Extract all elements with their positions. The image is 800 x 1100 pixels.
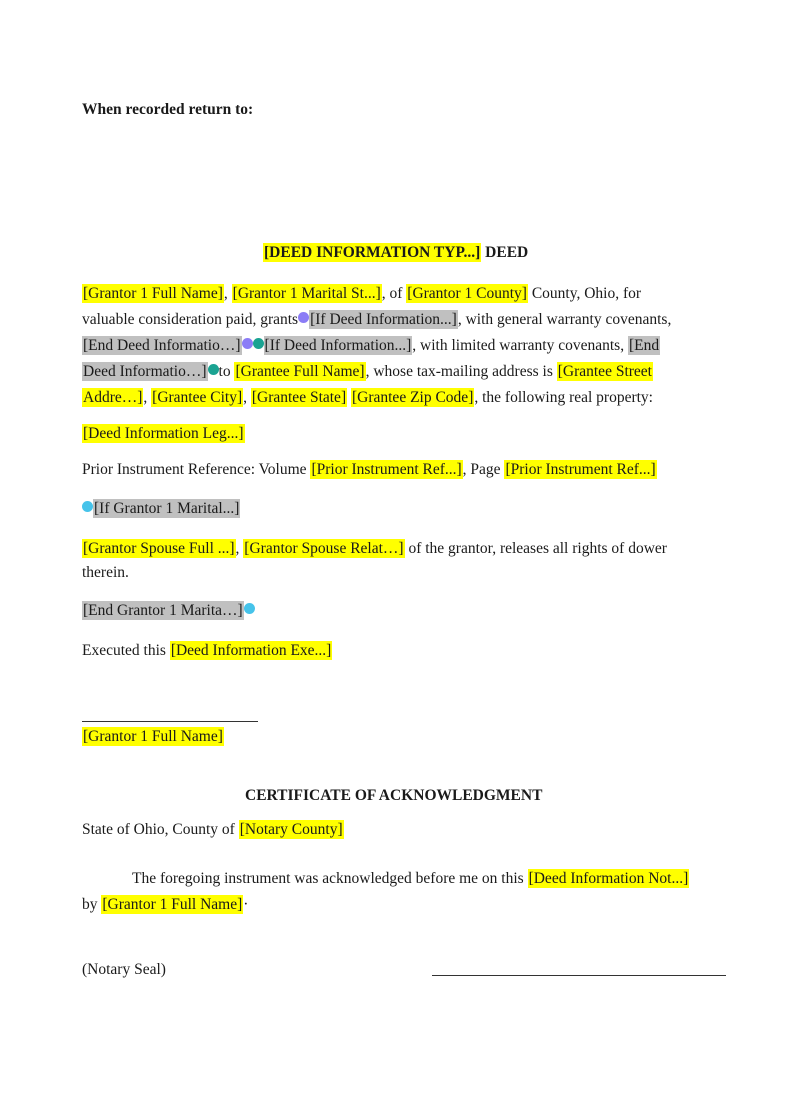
certificate-title: CERTIFICATE OF ACKNOWLEDGMENT [245, 787, 543, 804]
if-marital-paragraph [82, 496, 240, 522]
grantor-county-field[interactable]: [Grantor 1 County] [407, 285, 527, 302]
text: · [243, 896, 249, 913]
acknowledgment-line-1 [132, 866, 689, 892]
grantor-signature-line [82, 721, 258, 722]
deed-title [263, 244, 528, 262]
text: , with general warranty covenants, [457, 311, 672, 328]
body-line-1 [82, 281, 641, 307]
executed-paragraph [82, 638, 332, 664]
acknowledgment-line-2 [82, 892, 248, 918]
dower-line-2: therein. [82, 564, 129, 581]
notary-signature-line [432, 975, 726, 976]
prior-instrument-paragraph [82, 457, 657, 483]
prior-instrument-page-field[interactable]: [Prior Instrument Ref...] [505, 461, 656, 478]
body-line-5 [82, 385, 653, 411]
condition-marker-cyan-icon[interactable] [244, 603, 255, 614]
grantee-state-field[interactable]: [Grantee State] [251, 389, 347, 406]
body-line-3 [82, 333, 660, 359]
text: of the grantor, releases all rights of dower [404, 540, 667, 557]
grantee-zip-code-field[interactable]: [Grantee Zip Code] [351, 389, 474, 406]
condition-marker-teal-icon[interactable] [208, 364, 219, 375]
return-to-label: When recorded return to: [82, 101, 254, 118]
text: , [235, 540, 244, 557]
text: , of [381, 285, 407, 302]
prior-instrument-label: Prior Instrument Reference: Volume [82, 461, 311, 478]
state-county-paragraph [82, 817, 344, 843]
condition-marker-purple-icon[interactable] [242, 338, 253, 349]
grantor-full-name-field[interactable]: [Grantor 1 Full Name] [83, 285, 223, 302]
signature-name-paragraph [82, 724, 224, 750]
condition-marker-purple-icon[interactable] [298, 312, 309, 323]
acknowledgment-date-field[interactable]: [Deed Information Not...] [528, 870, 689, 887]
page-label: , Page [462, 461, 505, 478]
text: , with limited warranty covenants, [412, 337, 628, 354]
if-deed-limited-warranty-condition[interactable]: [If Deed Information...] [264, 337, 412, 354]
state-label: State of Ohio, County of [82, 821, 239, 838]
text: valuable consideration paid, grants [82, 311, 299, 328]
prior-instrument-volume-field[interactable]: [Prior Instrument Ref...] [311, 461, 462, 478]
condition-marker-teal-icon[interactable] [253, 338, 264, 349]
text: , [223, 285, 232, 302]
end-grantor-marital-condition[interactable]: [End Grantor 1 Marita…] [83, 602, 243, 619]
grantor-marital-status-field[interactable]: [Grantor 1 Marital St...] [232, 285, 381, 302]
acknowledgment-grantor-name-field[interactable]: [Grantor 1 Full Name] [102, 896, 243, 913]
legal-description-paragraph [82, 421, 245, 447]
acknowledgment-text: The foregoing instrument was acknowledged before me on this [132, 870, 528, 887]
deed-type-field[interactable]: [DEED INFORMATION TYP...] [264, 244, 481, 261]
condition-marker-cyan-icon[interactable] [82, 501, 93, 512]
by-label: by [82, 896, 102, 913]
if-grantor-marital-condition[interactable]: [If Grantor 1 Marital...] [94, 500, 240, 517]
dower-line-1 [82, 536, 667, 562]
text: , [143, 389, 152, 406]
legal-description-field[interactable]: [Deed Information Leg...] [83, 425, 244, 442]
notary-county-field[interactable]: [Notary County] [239, 821, 343, 838]
executed-date-field[interactable]: [Deed Information Exe...] [170, 642, 332, 659]
grantee-full-name-field[interactable]: [Grantee Full Name] [235, 363, 365, 380]
text: to [218, 363, 235, 380]
signature-grantor-name-field[interactable]: [Grantor 1 Full Name] [83, 728, 223, 745]
executed-label: Executed this [82, 642, 170, 659]
grantor-spouse-full-name-field[interactable]: [Grantor Spouse Full ...] [83, 540, 235, 557]
notary-seal-label: (Notary Seal) [82, 961, 166, 978]
if-deed-general-warranty-condition[interactable]: [If Deed Information...] [310, 311, 457, 328]
body-line-4 [82, 359, 653, 385]
end-deed-limited-condition[interactable]: Deed Informatio…] [83, 363, 207, 380]
end-deed-general-condition[interactable]: [End Deed Informatio…] [83, 337, 241, 354]
end-deed-limited-condition-start[interactable]: [End [628, 337, 660, 354]
grantee-city-field[interactable]: [Grantee City] [152, 389, 243, 406]
text: , whose tax-mailing address is [365, 363, 557, 380]
deed-title-suffix: DEED [481, 244, 529, 261]
text: , [243, 389, 251, 406]
text: County, Ohio, for [527, 285, 642, 302]
text: , the following real property: [474, 389, 653, 406]
grantor-spouse-relationship-field[interactable]: [Grantor Spouse Relat…] [244, 540, 404, 557]
end-marital-paragraph [82, 598, 255, 624]
body-line-2 [82, 307, 671, 333]
grantee-street-address-field-cont[interactable]: Addre…] [83, 389, 143, 406]
grantee-street-address-field[interactable]: [Grantee Street [557, 363, 652, 380]
